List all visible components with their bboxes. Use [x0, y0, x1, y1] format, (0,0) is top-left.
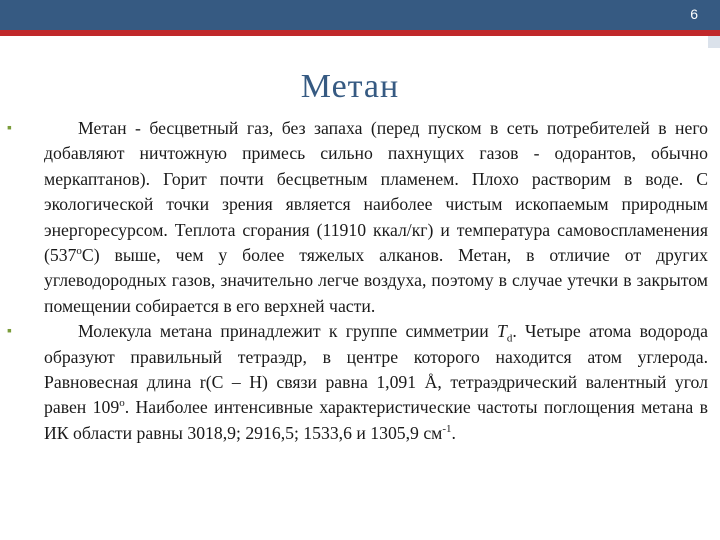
symmetry-symbol: T — [497, 321, 507, 342]
paragraph-2-text2: . Четыре атома водорода образуют правильный тетраэдр, в центре которого находится атом углерода. Равновесная длина r(C – H) связи равна 1,091 Å, тетраэдрический валентный угол равен 109 — [44, 321, 709, 418]
bullet-icon: ▪ — [7, 121, 12, 136]
corner-decoration — [708, 36, 720, 48]
header-bar — [0, 0, 720, 30]
paragraph-2 — [7, 319, 709, 446]
paragraph-1-text-after: С) выше, чем у более тяжелых алканов. Метан, в отличие от других углеводородных газов, значительно легче воздуха, поэтому в случае утечки в закрытом помещении собирается в его верхней части. — [44, 245, 708, 316]
header-stripe — [0, 30, 720, 36]
bullet-icon: ▪ — [7, 324, 12, 340]
paragraph-1 — [7, 116, 708, 319]
paragraph-2-text: Молекула метана принадлежит к группе симметрии — [78, 321, 498, 342]
slide-body — [7, 116, 709, 446]
symmetry-sub: d — [506, 332, 513, 345]
degree-sup: о — [119, 397, 125, 410]
slide-title: Метан — [300, 68, 400, 105]
paragraph-2-text3: . Наиболее интенсивные характеристические частоты поглощения метана в ИК области равны 3018,9; 2916,5; 1533,6 и 1305,9 см — [44, 397, 708, 443]
paragraph-1-text: Метан - бесцветный газ, без запаха (перед пуском в сеть потребителей в него добавляют ничтожную примесь сильно пахнущих газов - одорантов, обычно меркаптанов). Горит почти бесцветным пламенем. Плохо растворим в воде. С экологической точки зрения является наиболее чистым ископаемым природным энергоресурсом. Теплота сгорания (11910 ккал/кг) и температура самовоспламенения (537 — [44, 118, 708, 266]
degree-sup: о — [76, 245, 82, 258]
unit-sup: -1 — [442, 422, 452, 435]
slide-number: 6 — [690, 6, 698, 22]
paragraph-2-text4: . — [451, 422, 456, 443]
